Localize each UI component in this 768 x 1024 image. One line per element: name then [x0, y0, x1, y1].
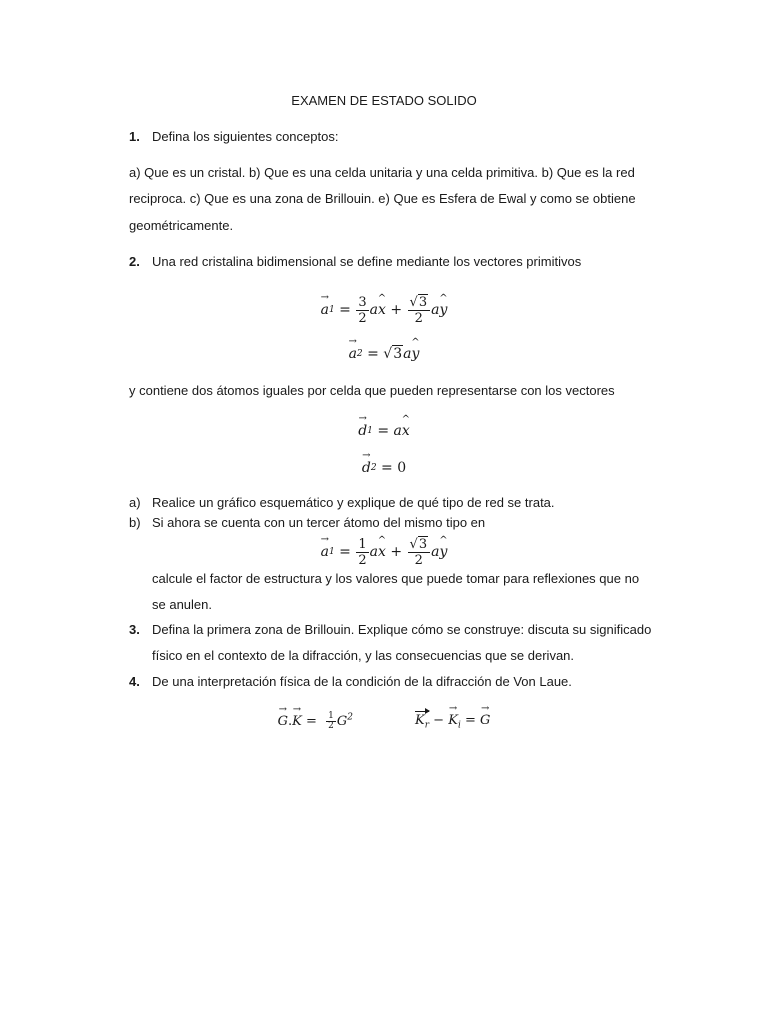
question-1-line-1: a) Que es un cristal. b) Que es una celda unitaria y una celda primitiva. b) Que es la red — [129, 165, 635, 180]
item-b-text: Si ahora se cuenta con un tercer átomo del mismo tipo en — [152, 515, 486, 530]
question-3-line-1: Defina la primera zona de Brillouin. Explique cómo se construye: discuta su significado — [152, 622, 652, 637]
equation-von-laue — [0, 706, 768, 736]
question-2-atoms-text: y contiene dos átomos iguales por celda que pueden representarse con los vectores — [129, 383, 615, 398]
question-1-line-2: reciproca. c) Que es una zona de Brillouin. e) Que es Esfera de Ewal y como se obtiene — [129, 191, 636, 206]
question-2-text: Una red cristalina bidimensional se define mediante los vectores primitivos — [152, 254, 582, 269]
equation-d2: → d 2 = 0 — [0, 457, 768, 479]
item-b-continuation-1: calcule el factor de estructura y los valores que puede tomar para reflexiones que no — [152, 571, 640, 586]
equation-a2: → a 2 = √3 a ^ y — [0, 343, 768, 365]
equation-a1: → a 1 = $\frac{3}{2}$ a ^ x + $\frac{√3}{2}$ a ^ y — [0, 291, 768, 329]
equation-third-atom: → a 1 = $\frac{1}{2}$ a ^ x + $\frac{√3}{2}$ a ^ y — [0, 533, 768, 571]
question-2-number: 2. — [129, 254, 140, 269]
exam-title: EXAMEN DE ESTADO SOLIDO — [291, 93, 477, 108]
question-3-line-2: físico en el contexto de la difracción, y las consecuencias que se derivan. — [152, 648, 575, 663]
question-1-line-3: geométricamente. — [129, 218, 234, 233]
item-b-continuation-2: se anulen. — [152, 597, 212, 612]
equation-von-laue-right: $K_r$ − → $K_i$ = → G — [415, 711, 490, 731]
question-3-number: 3. — [129, 622, 140, 637]
question-4-number: 4. — [129, 674, 140, 689]
question-1-text: Defina los siguientes conceptos: — [152, 129, 339, 144]
item-b-label: b) — [129, 515, 141, 530]
equation-von-laue-left: → G.→ K = $\frac{1}{2}$ $G^2$ — [278, 712, 353, 731]
question-4-text: De una interpretación física de la condición de la difracción de Von Laue. — [152, 674, 572, 689]
equation-d1: → d 1 = a ^ x — [0, 420, 768, 442]
item-a-label: a) — [129, 495, 141, 510]
question-1-number: 1. — [129, 129, 140, 144]
item-a-text: Realice un gráfico esquemático y explique de qué tipo de red se trata. — [152, 495, 555, 510]
